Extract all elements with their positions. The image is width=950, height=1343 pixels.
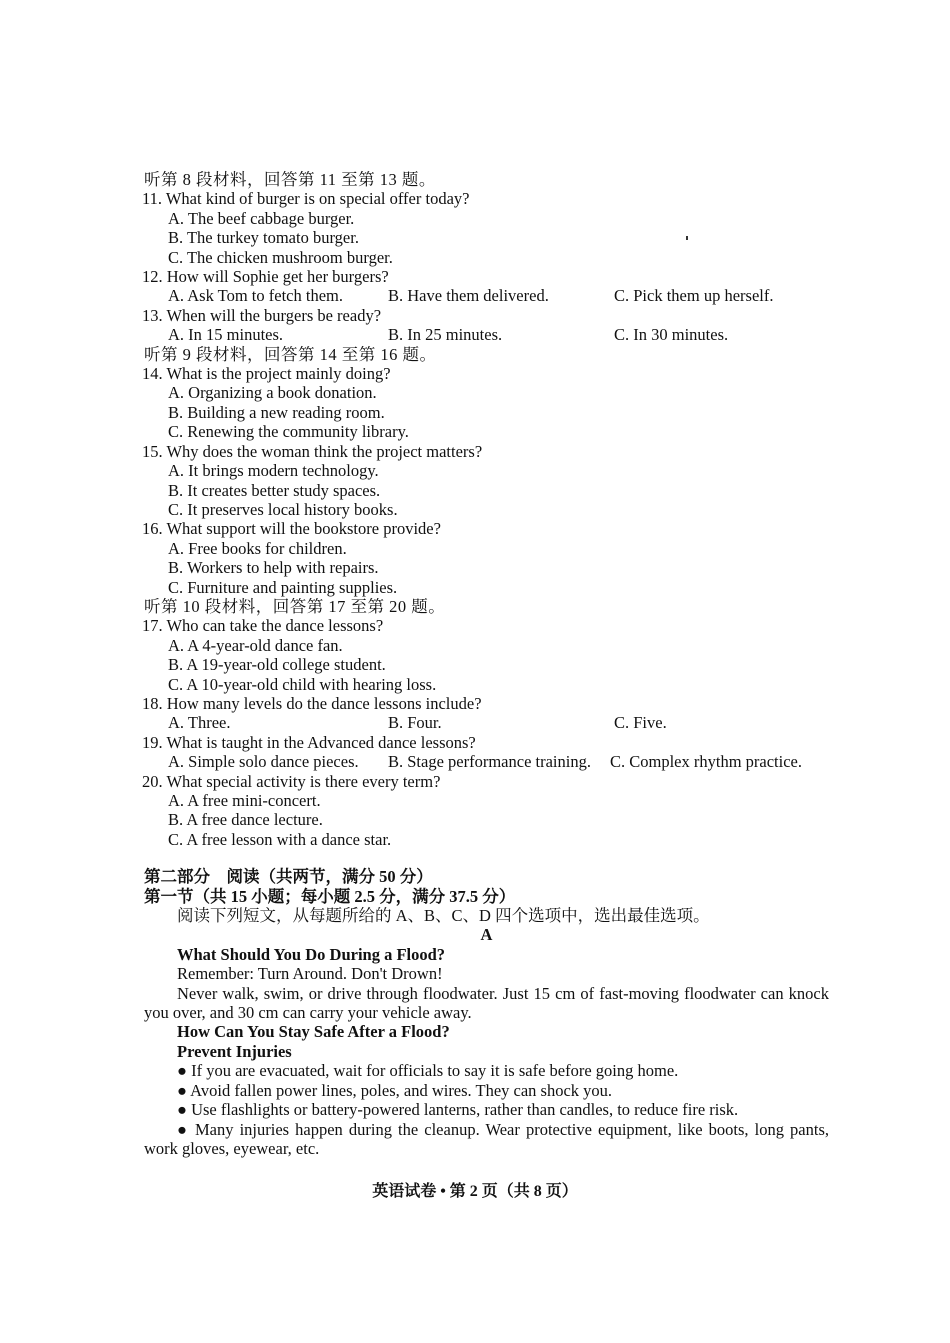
passage-heading-during-flood: What Should You Do During a Flood?: [177, 944, 446, 964]
section-9-heading: 听第 9 段材料，回答第 14 至第 16 题。: [144, 344, 437, 364]
q11-option-b: B. The turkey tomato burger.: [168, 228, 359, 248]
passage-heading-after-flood: How Can You Stay Safe After a Flood?: [177, 1022, 450, 1042]
spacer: [144, 849, 829, 867]
question-18: 18. How many levels do the dance lessons include?: [142, 693, 482, 713]
remember-line: Remember: Turn Around. Don't Drown!: [177, 964, 443, 984]
question-20: 20. What special activity is there every term?: [142, 771, 441, 791]
q19-options: [168, 752, 829, 771]
q19-option-c: C. Complex rhythm practice.: [610, 752, 802, 772]
q20-option-a: A. A free mini-concert.: [168, 791, 321, 810]
section-8-heading: 听第 8 段材料，回答第 11 至第 13 题。: [144, 170, 436, 189]
page-footer: 英语试卷 • 第 2 页（共 8 页）: [372, 1183, 578, 1200]
question-15: 15. Why does the woman think the project matters?: [142, 441, 483, 461]
q19-option-a: A. Simple solo dance pieces.: [168, 752, 359, 772]
passage-label: A: [480, 925, 493, 945]
q12-option-a: A. Ask Tom to fetch them.: [168, 286, 343, 306]
q17-option-c: C. A 10-year-old child with hearing loss.: [168, 674, 437, 694]
q16-option-a: A. Free books for children.: [168, 538, 347, 558]
q18-option-a: A. Three.: [168, 713, 231, 733]
q20-option-c: C. A free lesson with a dance star.: [168, 829, 392, 849]
question-19: 19. What is taught in the Advanced dance lessons?: [142, 732, 476, 752]
q17-option-a: A. A 4-year-old dance fan.: [168, 635, 343, 655]
q11-option-c: C. The chicken mushroom burger.: [168, 247, 393, 267]
q15-option-b: B. It creates better study spaces.: [168, 480, 381, 500]
reading-instruction: 阅读下列短文，从每题所给的 A、B、C、D 四个选项中，选出最佳选项。: [177, 906, 710, 926]
q15-option-a: A. It brings modern technology.: [168, 461, 379, 481]
q16-option-c: C. Furniture and painting supplies.: [168, 577, 398, 597]
q12-options: [168, 286, 829, 305]
bullet-evacuated: ● If you are evacuated, wait for officials to say it is safe before going home.: [177, 1061, 679, 1081]
page-content: [144, 170, 829, 1158]
q12-option-b: B. Have them delivered.: [388, 286, 549, 306]
q13-options: [168, 325, 829, 344]
part-two-title: 第二部分 阅读（共两节，满分 50 分）: [144, 867, 433, 887]
prevent-injuries-heading: Prevent Injuries: [177, 1041, 292, 1061]
bullet-power-lines: ● Avoid fallen power lines, poles, and wires. They can shock you.: [177, 1080, 613, 1100]
question-12: 12. How will Sophie get her burgers?: [142, 267, 389, 287]
section-one-title: 第一节（共 15 小题；每小题 2.5 分，满分 37.5 分）: [144, 886, 516, 906]
q16-option-b: B. Workers to help with repairs.: [168, 558, 379, 578]
q18-option-c: C. Five.: [614, 713, 667, 733]
bullet-cleanup: ● Many injuries happen during the cleanup. Wear protective equipment, like boots, long pants, work gloves, eyewear, etc.: [144, 1119, 829, 1158]
q20-option-b: B. A free dance lecture.: [168, 810, 323, 830]
q13-option-b: B. In 25 minutes.: [388, 325, 503, 345]
q18-options: [168, 713, 829, 732]
floodwater-paragraph: Never walk, swim, or drive through floodwater. Just 15 cm of fast-moving floodwater can knock you over, and 30 cm can carry your vehicle away.: [144, 983, 829, 1023]
q15-option-c: C. It preserves local history books.: [168, 499, 398, 519]
q14-option-b: B. Building a new reading room.: [168, 402, 385, 422]
question-13: 13. When will the burgers be ready?: [142, 305, 382, 325]
q11-option-a: A. The beef cabbage burger.: [168, 208, 355, 228]
q14-option-c: C. Renewing the community library.: [168, 422, 409, 442]
q14-option-a: A. Organizing a book donation.: [168, 383, 377, 403]
question-17: 17. Who can take the dance lessons?: [142, 616, 384, 636]
q13-option-c: C. In 30 minutes.: [614, 325, 729, 345]
question-14: 14. What is the project mainly doing?: [142, 364, 391, 384]
q17-option-b: B. A 19-year-old college student.: [168, 655, 386, 675]
q12-option-c: C. Pick them up herself.: [614, 286, 774, 306]
section-10-heading: 听第 10 段材料，回答第 17 至第 20 题。: [144, 596, 446, 616]
q19-option-b: B. Stage performance training.: [388, 752, 591, 772]
question-11: 11. What kind of burger is on special offer today?: [142, 189, 470, 209]
q13-option-a: A. In 15 minutes.: [168, 325, 284, 345]
bullet-flashlights: ● Use flashlights or battery-powered lanterns, rather than candles, to reduce fire risk.: [177, 1100, 739, 1120]
q18-option-b: B. Four.: [388, 713, 442, 733]
question-16: 16. What support will the bookstore provide?: [142, 519, 441, 539]
